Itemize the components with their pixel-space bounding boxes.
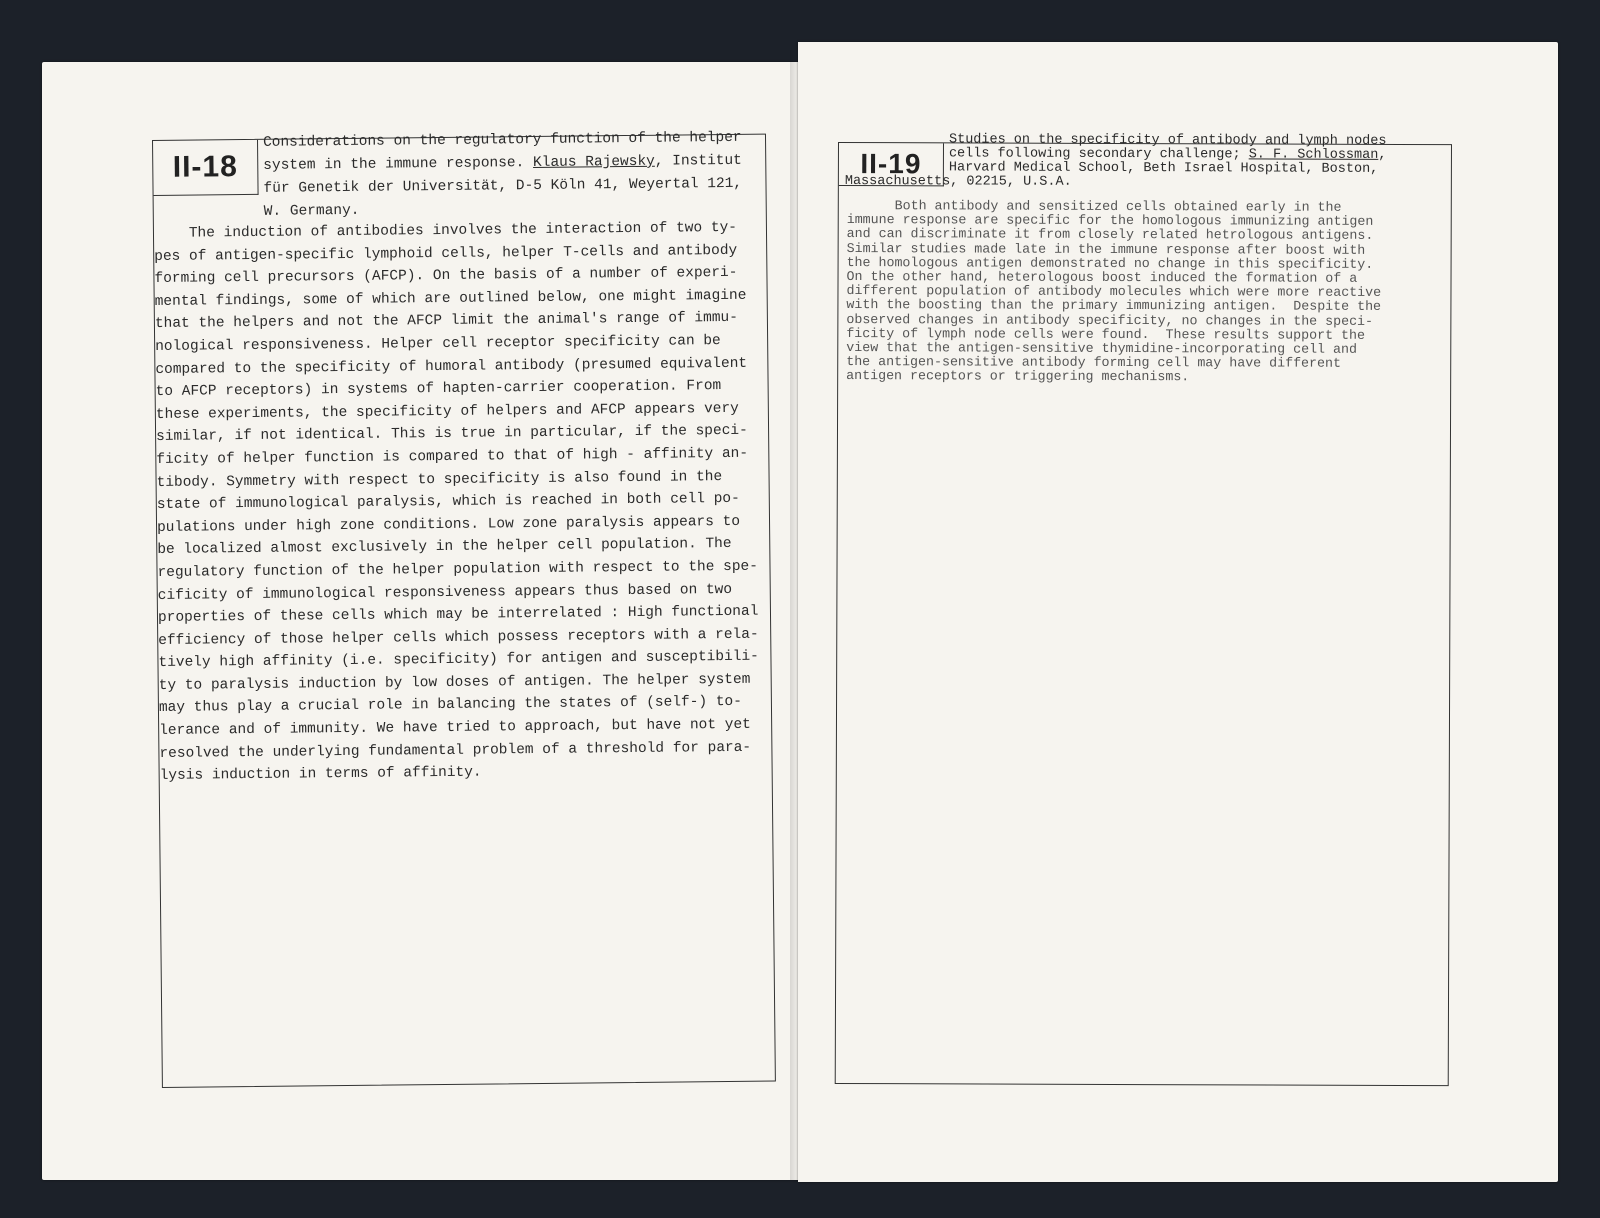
abstract-number: II-18 [153,140,259,196]
author-suffix: , [1378,147,1387,163]
body-line: to AFCP receptors) in systems of hapten-carrier cooperation. From [155,378,722,401]
header-title-end: system in the immune response. [263,155,534,174]
body-line: the homologous antigen demonstrated no change in this specificity. [846,254,1374,272]
header-location-line: Massachusetts, 02215, U.S.A. [844,174,1072,190]
body-line: pes of antigen-specific lymphoid cells, helper T-cells and antibody [154,242,738,265]
body-line: immune response are specific for the homologous immunizing antigen [846,212,1374,230]
body-line: ficity of lymph node cells were found. These results support the [846,325,1366,343]
body-line: similar, if not identical. This is true in particular, if the speci- [156,423,748,446]
body-line: tively high affinity (i.e. specificity) for antigen and susceptibili- [158,648,759,672]
abstract-frame-ii-19 [835,132,1452,1086]
header-title-line: Studies on the specificity of antibody and lymph nodes [948,132,1387,149]
abstract-body [846,199,1447,386]
header-affiliation-line: für Genetik der Universität, D-5 Köln 41, Weyertal 121, [263,175,743,197]
left-page [42,62,812,1180]
abstract-number: II-19 [839,143,944,186]
header-affiliation-line: Harvard Medical School, Beth Israel Hospital, Boston, [948,160,1379,177]
body-line: with the boosting than the primary immunizing antigen. Despite the [846,297,1382,315]
body-line: On the other hand, heterologous boost induced the formation of a [846,269,1358,286]
body-line: ty to paralysis induction by low doses of antigen. The helper system [158,671,751,694]
body-line: the antigen-sensitive antibody forming cell may have different [846,354,1341,371]
header-title-line: Considerations on the regulatory function of the helper [262,129,742,151]
author-name: Klaus Rajewsky [532,153,655,172]
author-suffix: , Institut [654,152,742,170]
body-line: these experiments, the specificity of helpers and AFCP appears very [155,400,739,423]
body-line: nological responsiveness. Helper cell receptor specificity can be [155,333,721,355]
body-line: lysis induction in terms of affinity. [159,764,482,785]
body-line: resolved the underlying fundamental problem of a threshold for para- [159,739,752,762]
abstract-header [263,127,759,224]
body-line: be localized almost exclusively in the helper cell population. The [157,536,732,559]
body-line: mental findings, some of which are outlined below, one might imagine [154,287,747,310]
body-line: observed changes in antibody specificity, no changes in the speci- [846,311,1374,329]
right-page [798,42,1558,1182]
body-line: efficiency of those helper cells which possess receptors with a rela- [158,626,759,649]
header-title-end: cells following secondary challenge; [948,146,1249,163]
body-line: state of immunological paralysis, which is reached in both cell po- [156,490,740,514]
body-line: Both antibody and sensitized cells obtained early in the [846,198,1342,215]
body-line: The induction of antibodies involves the interaction of two ty- [153,219,738,242]
body-line: pulations under high zone conditions. Low zone paralysis appears to [156,513,741,536]
body-line: Similar studies made late in the immune response after boost with [846,240,1366,258]
body-line: forming cell precursors (AFCP). On the basis of a number of experi- [154,265,738,288]
body-line: properties of these cells which may be interrelated : High functional [157,603,759,627]
author-name: S. F. Schlossman [1248,147,1379,163]
body-line: compared to the specificity of humoral antibody (presumed equivalent [155,355,748,378]
body-line: ficity of helper function is compared to that of high - affinity an- [156,445,749,468]
body-line: antigen receptors or triggering mechanisms. [846,368,1190,385]
body-line: may thus play a crucial role in balancing the states of (self-) to- [158,694,743,717]
body-line: different population of antibody molecules which were more reactive [846,283,1382,301]
body-line: view that the antigen-sensitive thymidine-incorporating cell and [846,340,1357,357]
body-line: cificity of immunological responsiveness appears thus based on two [157,581,733,604]
header-country-line: W. Germany. [263,202,360,220]
body-line: tibody. Symmetry with respect to specificity is also found in the [156,468,723,491]
body-line: that the helpers and not the AFCP limit the animal's range of immu- [154,310,738,333]
abstract-body [154,217,768,788]
body-line: lerance and of immunity. We have tried to approach, but have not yet [159,716,751,740]
body-line: and can discriminate it from closely related hetrologous antigens. [846,226,1374,244]
abstract-frame-ii-18 [152,129,776,1088]
body-line: regulatory function of the helper population with respect to the spe- [157,558,758,581]
